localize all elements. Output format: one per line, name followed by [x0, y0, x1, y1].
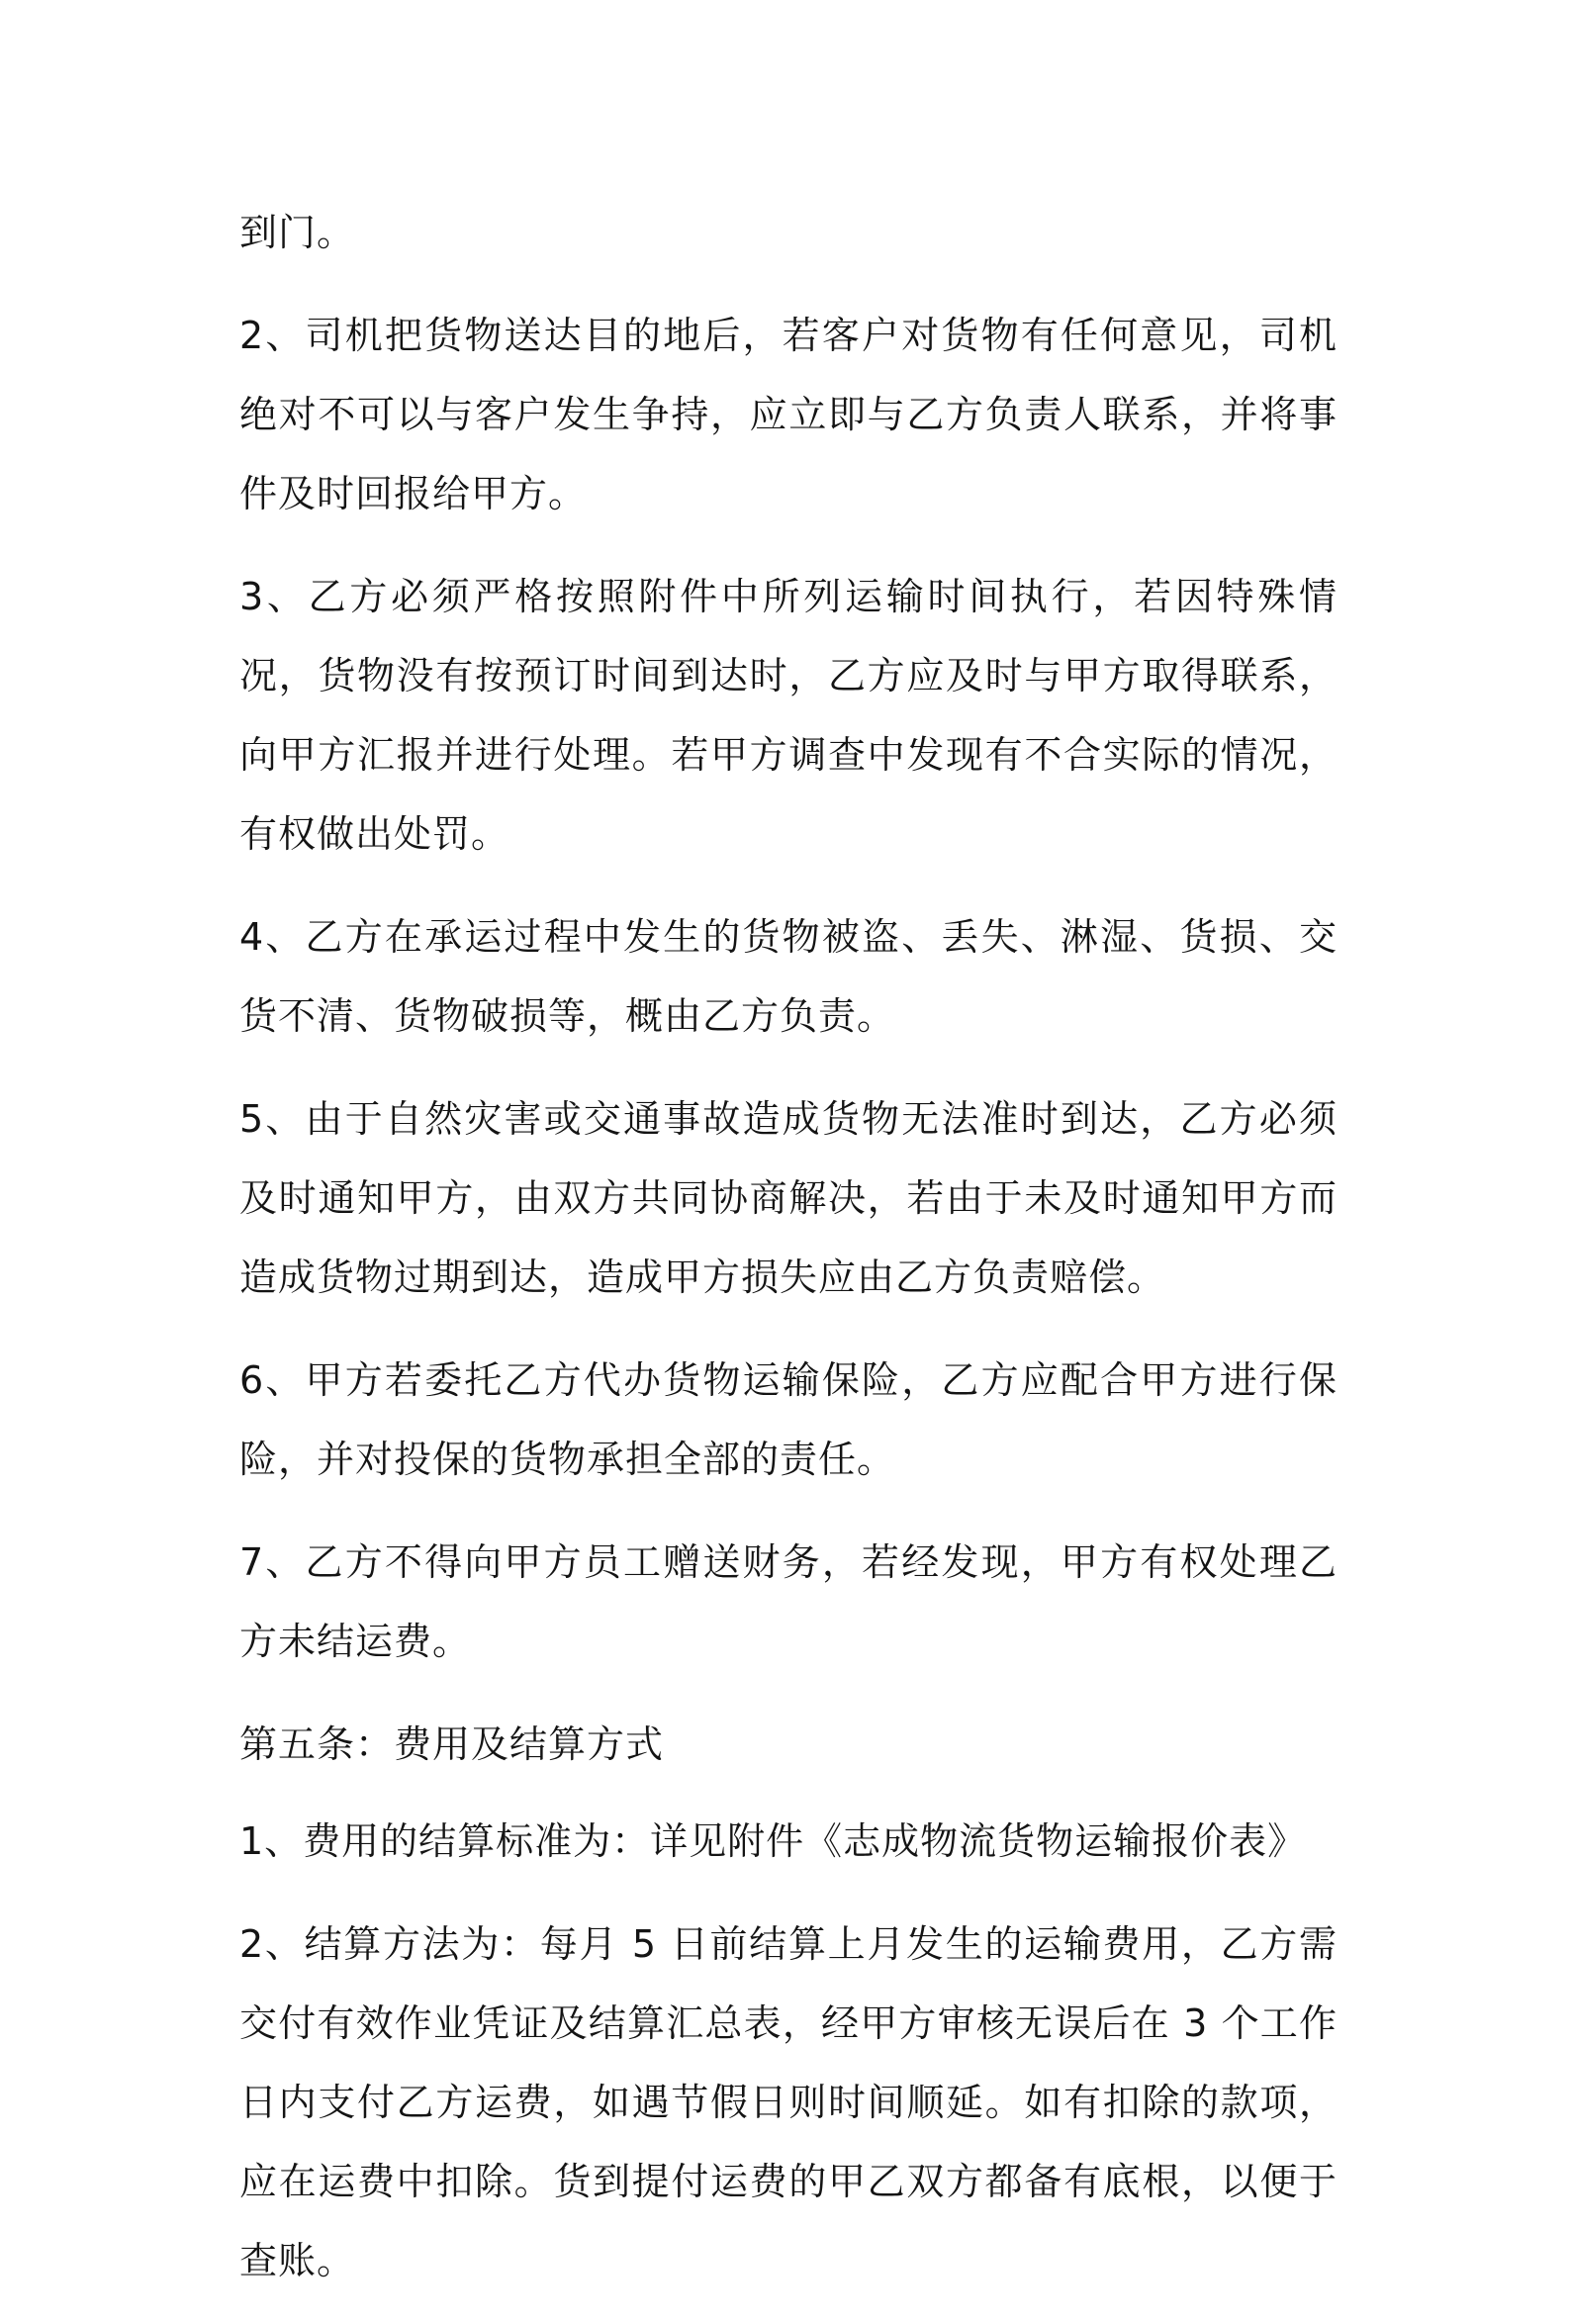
paragraph-continuation: 到门。 — [239, 211, 356, 254]
fee-clause-2-settlement: 2、结算方法为：每月 5 日前结算上月发生的运输费用，乙方需交付有效作业凭证及结算汇总表，经甲方审核无误后在 3 个工作日内支付乙方运费，如遇节假日则时间顺延。如有扣除的款项，应在运费中扣除。货到提付运费的甲乙双方都备有底根，以便于查账。 — [239, 1922, 1338, 2282]
fee-clause-1-standard: 1、费用的结算标准为：详见附件《志成物流货物运输报价表》 — [239, 1819, 1307, 1863]
clause-2-driver-disputes: 2、司机把货物送达目的地后，若客户对货物有任何意见，司机绝对不可以与客户发生争持，应立即与乙方负责人联系，并将事件及时回报给甲方。 — [239, 314, 1338, 515]
clause-4-cargo-loss: 4、乙方在承运过程中发生的货物被盗、丢失、淋湿、货损、交货不清、货物破损等，概由乙方负责。 — [239, 915, 1338, 1038]
document-body — [239, 193, 1338, 2324]
clause-5-force-majeure: 5、由于自然灾害或交通事故造成货物无法准时到达，乙方必须及时通知甲方，由双方共同协商解决，若由于未及时通知甲方而造成货物过期到达，造成甲方损失应由乙方负责赔偿。 — [239, 1097, 1338, 1299]
clause-6-insurance: 6、甲方若委托乙方代办货物运输保险，乙方应配合甲方进行保险，并对投保的货物承担全部的责任。 — [239, 1358, 1338, 1481]
clause-7-gifts: 7、乙方不得向甲方员工赠送财务，若经发现，甲方有权处理乙方未结运费。 — [239, 1540, 1338, 1663]
clause-3-transport-time: 3、乙方必须严格按照附件中所列运输时间执行，若因特殊情况，货物没有按预订时间到达时，乙方应及时与甲方取得联系，向甲方汇报并进行处理。若甲方调查中发现有不合实际的情况，有权做出处罚。 — [239, 575, 1338, 856]
section-heading-fees: 第五条：费用及结算方式 — [239, 1722, 665, 1766]
